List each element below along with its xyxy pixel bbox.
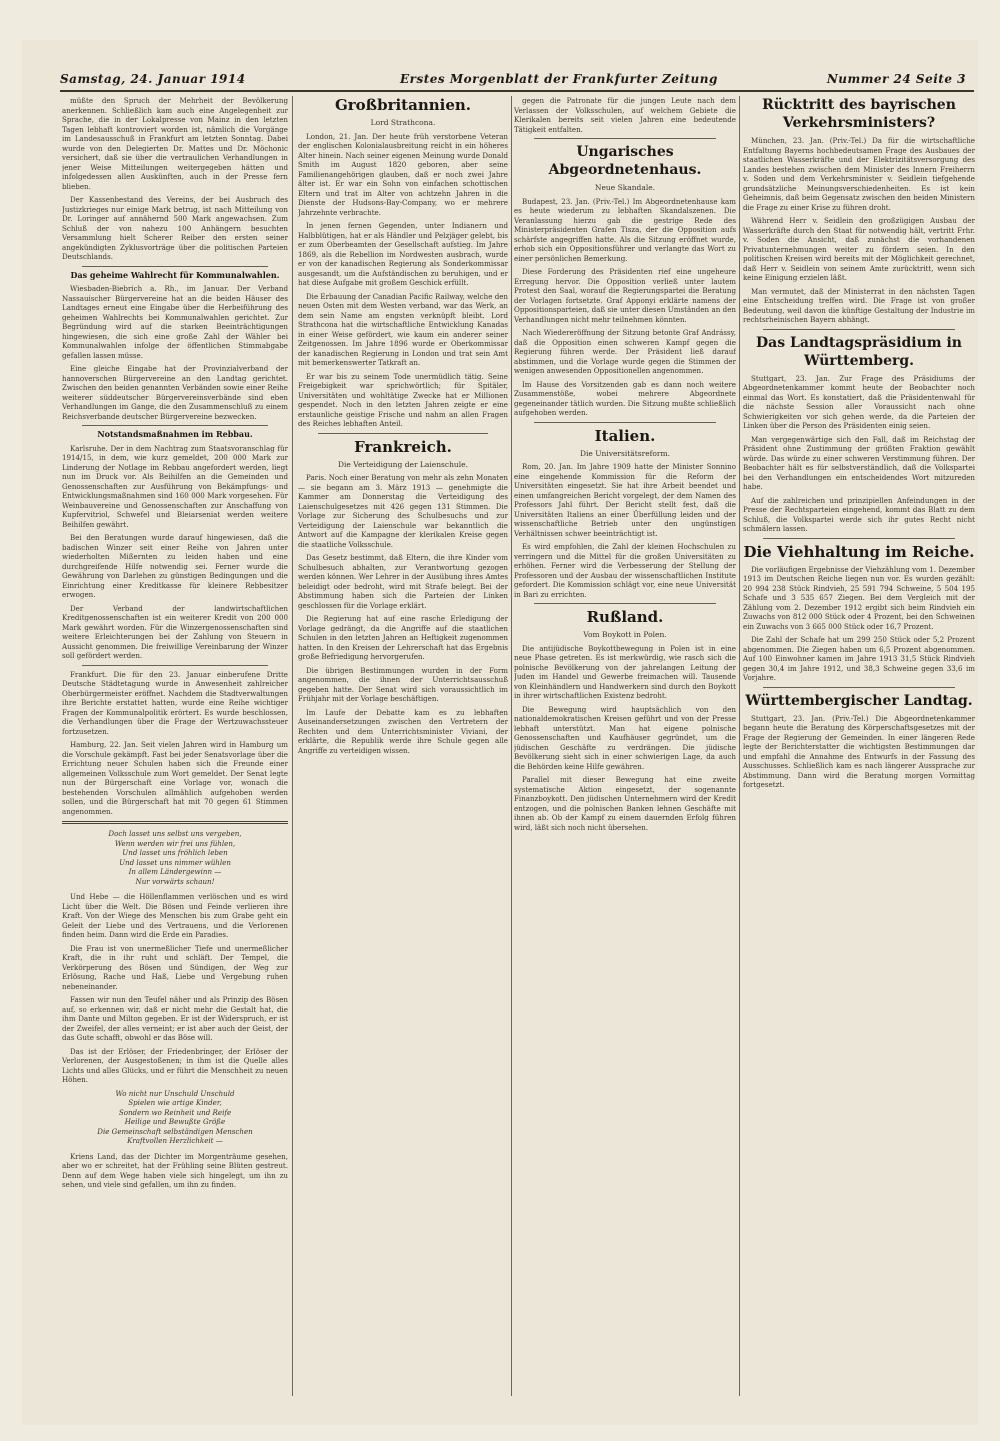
poem-line: Kraftvollen Herzlichkeit — bbox=[127, 1136, 223, 1145]
poem-line: Heilige und Bewußte Größe bbox=[124, 1117, 226, 1126]
article-paragraph: Rom, 20. Jan. Im Jahre 1909 hatte der Minister Sonnino eine eingehende Kommission für die Reform der Universitäten eingesetzt. Sie hat ihre Arbeit beendet und einen umfangreichen Bericht vorgelegt, der dem Namen des Professors Jahl führt. Der Bericht stellt fest, daß die Universitäten Italiens an einer Überfüllung leiden und der wissenschaftliche Betrieb unter den ungünstigen Verhältnissen schwer beeinträchtigt ist. bbox=[514, 462, 736, 538]
article-subheading: Die Universitätsreform. bbox=[579, 448, 671, 458]
article-paragraph: Wiesbaden-Biebrich a. Rh., im Januar. Der Verband Nassauischer Bürgervereine hat an die beiden Häuser des Landtages erneut eine Eingabe über die Herbeiführung des geheimen Wahlrechts bei Kommunalwahlen gerichtet. Zur Begründung wird auf die starken Beeinträchtigungen hingewiesen, die sich eine große Zahl der Wähler bei Kommunalwahlen infolge der öffentlichen Stimmabgabe gefallen lassen müsse. bbox=[62, 284, 288, 360]
article-paragraph: Und Hebe — die Höllenflammen verlöschen und es wird Licht über die Welt. Die Bösen und Feinde verlieren ihre Kraft. Von der Wiege des Menschen bis zum Grabe geht ein Geleit der Liebe und des Vertrauens, und die Verlorenen finden heim. Dann wird die Erde ein Paradies. bbox=[62, 892, 288, 939]
separator bbox=[534, 422, 716, 423]
column-1 bbox=[62, 96, 288, 1396]
poem-line: Doch lasset uns selbst uns vergeben, bbox=[108, 829, 242, 838]
article-paragraph: Die Frau ist von unermeßlicher Tiefe und unermeßlicher Kraft, die in ihr ruht und schläft. Der Tempel, die Verkörperung des Bösen und Sündigen, der Weg zur Erlösung, Rache und Haß, Liebe und Vergebung ruhen nebeneinander. bbox=[62, 943, 288, 991]
article-paragraph: Karlsruhe. Der in dem Nachtrag zum Staatsvoranschlag für 1914/15, in dem, wie kurz gemeldet, 200 000 Mark zur Linderung der Notlage im Rebbau angefordert werden, liegt nun im Druck vor. Als Beihilfen an die Gemeinden und Genossenschaften zur Ausführung von Bekämpfungs- und Entwicklungsmaßnahmen sind 160 000 Mark vorgesehen. Für Weinbauvereine und Genossenschaften zur Anschaffung von Kupfervitriol, Schwefel und Bleiarseniat werden weitere Beihilfen gewährt. bbox=[62, 443, 288, 529]
section-heading: Das Landtagspräsidium in Württemberg. bbox=[756, 334, 962, 369]
article-paragraph: Die vorläufigen Ergebnisse der Viehzählung vom 1. Dezember 1913 im Deutschen Reiche liegen nun vor. Es wurden gezählt: 20 994 238 Stück Rindvieh, 25 591 794 Schweine, 5 504 195 Schafe und 3 535 657 Ziegen. Bei dem Vergleich mit der Zählung vom 2. Dezember 1912 ergibt sich beim Rindvieh ein Zuwachs von 812 000 Stück oder 4 Prozent, bei den Schweinen ein Zuwachs von 3 665 000 Stück oder 16,7 Prozent. bbox=[743, 564, 975, 631]
poem-block bbox=[62, 1089, 288, 1146]
article-paragraph: Der Verband der landwirtschaftlichen Kreditgenossenschaften ist ein weiterer Kredit von 200 000 Mark gewährt worden. Für die Winzergenossenschaften sind weitere Erleichterungen bei der Zahlung von Steuern in Aussicht genommen. Die freiwillige Vereinbarung der Winzer soll gefördert werden. bbox=[62, 603, 288, 660]
article-paragraph: Das Gesetz bestimmt, daß Eltern, die ihre Kinder vom Schulbesuch abhalten, zur Verantwortung gezogen werden können. Wer Lehrer in der Ausübung ihres Amtes beleidigt oder bedroht, wird mit Strafe belegt. Bei der Abstimmung haben sich die Parteien der Linken geschlossen für die Vorlage erklärt. bbox=[298, 553, 508, 610]
separator bbox=[318, 433, 488, 434]
article-paragraph: Die Regierung hat auf eine rasche Erledigung der Vorlage gedrängt, da die Angriffe auf die staatlichen Schulen in den letzten Jahren an Heftigkeit zugenommen hatten. In den Kreisen der Lehrerschaft hat das Ergebnis große Befriedigung hervorgerufen. bbox=[298, 614, 508, 661]
article-paragraph: Im Laufe der Debatte kam es zu lebhaften Auseinandersetzungen zwischen den Vertretern der Rechten und dem Unterrichtsminister Viviani, der erklärte, die Republik werde ihre Schule gegen alle Angriffe zu verteidigen wissen. bbox=[298, 707, 508, 755]
article-paragraph: Fassen wir nun den Teufel näher und als Prinzip des Bösen auf, so erkennen wir, daß er nicht mehr die Gestalt hat, die ihm Dante und Milton gegeben. Er ist der Widerspruch, er ist der Zweifel, der alles verneint; er ist aber auch der Geist, der das Gute schafft, obwohl er das Böse will. bbox=[62, 995, 288, 1042]
separator bbox=[534, 603, 716, 604]
section-heading: Württembergischer Landtag. bbox=[745, 692, 973, 709]
feuilleton-rule bbox=[62, 821, 288, 824]
section-heading: Die Viehhaltung im Reiche. bbox=[743, 542, 975, 561]
column-divider bbox=[511, 96, 512, 1396]
article-paragraph: München, 23. Jan. (Priv.-Tel.) Da für die wirtschaftliche Entfaltung Bayerns hochbedeutsamen Frage des Ausbaues der staatlichen Wasserkräfte und der Elektrizitätsversorgung des Landes bestehen zwischen dem Minister des Innern Freiherrn v. Soden und dem Verkehrsminister v. Seidlein tiefgehende grundsätzliche Meinungsverschiedenheiten. Es ist kein Geheimnis, daß beim Gegensatz zwischen den beiden Ministern die Frage zu einer Krise zu führen droht. bbox=[743, 136, 975, 212]
article-heading: Notstandsmaßnahmen im Rebbau. bbox=[97, 429, 253, 439]
article-paragraph: Frankfurt. Die für den 23. Januar einberufene Dritte Deutsche Städtetagung wurde in Anwesenheit zahlreicher Oberbürgermeister eröffnet. Nachdem die Stadtverwaltungen ihre Berichte erstattet hatten, wurde eine Reihe wichtiger Fragen der Kommunalpolitik erörtert. Es wurde beschlossen, die Verhandlungen über die Frage der Wertzuwachssteuer fortzusetzen. bbox=[62, 669, 288, 736]
separator bbox=[82, 266, 268, 267]
article-paragraph: London, 21. Jan. Der heute früh verstorbene Veteran der englischen Kolonialausbreitung reicht in ein höheres Alter hinein. Nach seiner eigenen Meinung wurde Donald Smith im August 1820 geboren, aber seine Familienangehörigen glauben, daß er noch zwei Jahre älter ist. Er war ein Sohn von einfachen schottischen Eltern und trat im Alter von achtzehn Jahren in die Dienste der Hudsons-Bay-Company, wo er mehrere Jahrzehnte verbrachte. bbox=[298, 131, 508, 217]
poem-line: Und lasset uns fröhlich leben bbox=[122, 848, 228, 857]
separator bbox=[763, 687, 955, 688]
poem-line: Spielen wie artige Kinder, bbox=[128, 1098, 222, 1107]
article-paragraph: Die antijüdische Boykottbewegung in Polen ist in eine neue Phase getreten. Es ist merkwürdig, wie rasch sich die polnische Bevölkerung von der jahrelangen Leitung der Juden im Handel und Gewerbe freimachen will. Tausende von Kleinhändlern und Handwerkern sind durch den Boykott in ihrer wirtschaftlichen Existenz bedroht. bbox=[514, 643, 736, 700]
article-paragraph: Im Hause des Vorsitzenden gab es dann noch weitere Zusammenstöße, wobei mehrere Abgeordnete gegeneinander tätlich wurden. Die Sitzung mußte schließlich aufgehoben werden. bbox=[514, 379, 736, 417]
poem-line: Wo nicht nur Unschuld Unschuld bbox=[115, 1088, 235, 1098]
section-heading: Rücktritt des bayrischen Verkehrsministers? bbox=[762, 97, 956, 131]
column-4 bbox=[743, 96, 975, 1396]
article-subheading: Vom Boykott in Polen. bbox=[583, 630, 667, 639]
article-paragraph: Während Herr v. Seidlein den großzügigen Ausbau der Wasserkräfte durch den Staat für notwendig hält, vertritt Frhr. v. Soden die Ansicht, daß zunächst die vorhandenen Privatunternehmungen weiter zu fördern seien. In den politischen Kreisen wird bereits mit der Möglichkeit gerechnet, daß Herr v. Seidlein von seinem Amte zurücktritt, wenn sich keine Einigung erzielen läßt. bbox=[743, 216, 975, 282]
poem-line: In allem Ländergewinn — bbox=[128, 867, 222, 876]
poem-line: Sondern wo Reinheit und Reife bbox=[118, 1107, 232, 1117]
section-heading: Ungarisches Abgeordnetenhaus. bbox=[548, 144, 702, 178]
article-paragraph: Stuttgart, 23. Jan. (Priv.-Tel.) Die Abgeordnetenkammer begann heute die Beratung des Körperschaftsgesetzes mit der Frage der Regierung der Gemeinden. In einer längeren Rede legte der Berichterstatter die wichtigsten Bestimmungen dar und empfahl die Annahme des Entwurfs in der Fassung des Ausschusses. Schließlich kam es nach längerer Aussprache zur Abstimmung. Dann wird die Beratung morgen Vormittag fortgesetzt. bbox=[743, 713, 975, 789]
separator bbox=[82, 425, 268, 426]
article-paragraph: Die Erbauung der Canadian Pacific Railway, welche den neuen Osten mit dem Westen verband, war das Werk, an dem sein Name am engsten verknüpft bleibt. Lord Strathcona hat die wirtschaftliche Entwicklung Kanadas in einer Weise gefördert, wie kaum ein anderer seiner Zeitgenossen. Im Jahre 1896 wurde er Oberkommissar der kanadischen Regierung in London und trat sein Amt mit bemerkenswerter Tatkraft an. bbox=[298, 291, 508, 367]
article-paragraph: Parallel mit dieser Bewegung hat eine zweite systematische Aktion eingesetzt, der sogenannte Finanzboykott. Den jüdischen Unternehmern wird der Kredit entzogen, und die polnischen Banken lehnen Geschäfte mit ihnen ab. Ob der Kampf zu einem dauernden Erfolg führen wird, läßt sich noch nicht übersehen. bbox=[514, 775, 736, 832]
article-subheading: Neue Skandale. bbox=[594, 183, 656, 192]
header-date: Samstag, 24. Januar 1914 bbox=[60, 72, 246, 86]
article-paragraph: Paris. Noch einer Beratung von mehr als zehn Monaten — sie begann am 3. März 1913 — genehmigte die Kammer am Donnerstag die Verteidigung des Laienschulgesetzes mit 426 gegen 131 Stimmen. Die Vorlage zur Sicherung des Schulbesuchs und zur Verteidigung der Laienschule war bekanntlich die Antwort auf die Kampagne der klerikalen Kreise gegen die staatliche Volksschule. bbox=[298, 473, 508, 549]
article-paragraph: Die Zahl der Schafe hat um 299 250 Stück oder 5,2 Prozent abgenommen. Die Ziegen haben um 6,5 Prozent abgenommen. Auf 100 Einwohner kamen im Jahre 1913 31,5 Stück Rindvieh gegen 30,4 im Jahre 1912, und 38,3 Schweine gegen 33,6 im Vorjahre. bbox=[743, 635, 975, 682]
article-paragraph: Diese Forderung des Präsidenten rief eine ungeheure Erregung hervor. Die Opposition verließ unter lautem Protest den Saal, worauf die Regierungspartei die Beratung der Vorlagen fortsetzte. Graf Apponyi erklärte namens der Oppositionsparteien, daß sie unter diesen Umständen an den Verhandlungen nicht mehr teilnehmen könnten. bbox=[514, 267, 736, 324]
separator bbox=[82, 665, 268, 666]
column-divider bbox=[739, 96, 740, 1396]
article-paragraph: Budapest, 23. Jan. (Priv.-Tel.) Im Abgeordnetenhause kam es heute wiederum zu lebhaften Skandalszenen. Die Veranlassung hierzu gab die gestrige Rede des Ministerpräsidenten Grafen Tisza, der die Opposition aufs schärfste angegriffen hatte. Als die Sitzung eröffnet wurde, erhob sich ein Oppositionsführer und verlangte das Wort zu einer persönlichen Bemerkung. bbox=[514, 196, 736, 263]
article-paragraph: Hamburg, 22. Jan. Seit vielen Jahren wird in Hamburg um die Vorschule gekämpft. Fast bei jeder Senatsvorlage über die Errichtung neuer Schulen haben sich die Freunde einer allgemeinen Volksschule zum Wort gemeldet. Der Senat legte nun der Bürgerschaft eine Vorlage vor, wonach die bestehenden Vorschulen allmählich aufgehoben werden sollen, und die Bürgerschaft hat mit 70 gegen 61 Stimmen angenommen. bbox=[62, 740, 288, 816]
article-paragraph: Man vergegenwärtige sich den Fall, daß im Reichstag der Präsident ohne Zustimmung der größten Fraktion gewählt würde. Das würde zu einer schweren Verstimmung führen. Der Beobachter hält es für selbstverständlich, daß die Volkspartei bei den Verhandlungen ein entscheidendes Wort mitzureden habe. bbox=[743, 434, 975, 491]
article-paragraph: Er war bis zu seinem Tode unermüdlich tätig. Seine Freigebigkeit war sprichwörtlich; für Spitäler, Universitäten und wohltätige Zwecke hat er Millionen gespendet. Noch in den letzten Jahren zeigte er eine erstaunliche geistige Frische und nahm an allen Fragen des Reiches lebhaften Anteil. bbox=[298, 371, 508, 428]
article-paragraph: Es wird empfohlen, die Zahl der kleinen Hochschulen zu verringern und die Mittel für die großen Universitäten zu erhöhen. Ferner wird die Verbesserung der Stellung der Professoren und der Ausbau der wissenschaftlichen Institute gefordert. Die Kommission schlägt vor, eine neue Universität in Bari zu errichten. bbox=[514, 542, 736, 599]
article-paragraph: Die Bewegung wird hauptsächlich von den nationaldemokratischen Kreisen geführt und von der Presse lebhaft unterstützt. Man hat eigene polnische Genossenschaften und Kaufhäuser gegründet, um die jüdischen Geschäfte zu verdrängen. Die jüdische Bevölkerung sieht sich in einer schwierigen Lage, da auch die Behörden keine Hilfe gewähren. bbox=[514, 704, 736, 771]
article-paragraph: müßte den Spruch der Mehrheit der Bevölkerung anerkennen. Schließlich kam auch eine Angelegenheit zur Sprache, die in der Lokalpresse von Mainz in den letzten Tagen lebhaft kontroviert worden ist, nämlich die Vorgänge im Landesausschuß in Frankfurt am letzten Sonntag. Dabei wurde von den Delegierten Dr. Mattes und Dr. Möchonic versichert, daß sie über die vertraulichen Verhandlungen in jener Weise Mitteilungen weitergegeben hätten und infolgedessen allen Auskünften, auch in der Presse fern blieben. bbox=[62, 96, 288, 191]
poem-line: Die Gemeinschaft selbständigen Menschen bbox=[97, 1126, 253, 1136]
section-heading: Frankreich. bbox=[354, 437, 452, 456]
article-paragraph: Auf die zahlreichen und prinzipiellen Anfeindungen in der Presse der Rechtsparteien eingehend, kommt das Blatt zu dem Schluß, die Volkspartei werde sich ihr gutes Recht nicht schmälern lassen. bbox=[743, 495, 975, 533]
article-paragraph: Nach Wiedereröffnung der Sitzung betonte Graf Andrássy, daß die Opposition einen schweren Kampf gegen die Regierung führen werde. Der Präsident ließ darauf abstimmen, und die Vorlage wurde gegen die Stimmen der wenigen anwesenden Oppositionellen angenommen. bbox=[514, 328, 736, 375]
article-paragraph: Das ist der Erlöser, der Friedenbringer, der Erlöser der Verlorenen, der Ausgestoßenen; in ihm ist die Quelle alles Lichts und alles Glücks, und er führt die Menschheit zu neuen Höhen. bbox=[62, 1046, 288, 1084]
section-heading: Rußland. bbox=[586, 608, 664, 626]
poem-line: Nur vorwärts schaun! bbox=[135, 876, 215, 886]
article-paragraph: In jenen fernen Gegenden, unter Indianern und Halbblütigen, hat er als Händler und Pelzjäger gelebt, bis er zum Oberbeamten der Gesellschaft aufstieg. Im Jahre 1869, als die Rebellion im Nordwesten ausbrach, wurde er von der kanadischen Regierung als Sonderkommissar ausgesandt, um die Aufständischen zu beruhigen, und er hat diese Aufgabe mit großem Geschick erfüllt. bbox=[298, 221, 508, 287]
poem-line: Wenn werden wir frei uns fühlen, bbox=[114, 838, 236, 848]
article-paragraph: Kriens Land, das der Dichter im Morgenträume gesehen, aber wo er schreitet, hat der Frühling seine Blüten gestreut. Denn auf dem Wege haben viele sich hingelegt, um ihn zu sehen, und viele sind gefallen, um ihn zu finden. bbox=[62, 1151, 288, 1189]
poem-block bbox=[62, 829, 288, 886]
article-subheading: Die Verteidigung der Laienschule. bbox=[338, 459, 468, 469]
section-heading: Großbritannien. bbox=[334, 96, 472, 114]
header-rule bbox=[60, 90, 974, 92]
article-paragraph: Eine gleiche Eingabe hat der Provinzialverband der hannoverschen Bürgervereine an den Landtag gerichtet. Zwischen den beiden genannten Verbänden sowie einer Reihe weiterer süddeutscher Bürgervereinsverbände sind eben Verhandlungen im Gange, die den Zusammenschluß zu einem Reichsverbande deutscher Bürgervereine bezwecken. bbox=[62, 364, 288, 421]
separator bbox=[534, 138, 716, 139]
article-paragraph: Bei den Beratungen wurde darauf hingewiesen, daß die badischen Winzer seit einer Reihe von Jahren unter wiederholten Mißernten zu leiden haben und eine durchgreifende Hilfe notwendig sei. Ferner wurde die Gewährung von Darlehen zu günstigen Bedingungen und die Einrichtung einer Kreditkasse für kleinere Rebbesitzer erwogen. bbox=[62, 533, 288, 599]
poem-line: Und lasset uns nimmer wühlen bbox=[119, 857, 231, 867]
article-paragraph: Der Kassenbestand des Vereins, der bei Ausbruch des Justizkrieges nur einige Mark betrug, ist nach Mitteilung von Dr. Loringer auf annähernd 500 Mark angewachsen. Zum Schluß der von nahezu 100 Anhängern besuchten Versammlung hielt Scherer Reiber den ersten seiner angekündigten Zyklusvorträge über die politischen Parteien Deutschlands. bbox=[62, 195, 288, 261]
article-paragraph: Stuttgart, 23. Jan. Zur Frage des Präsidiums der Abgeordnetenkammer kommt heute der Beobachter noch einmal das Wort. Es konstatiert, daß die Präsidentenwahl für die nächste Session aller Voraussicht nach ohne Schwierigkeiten vor sich gehen werde, da die Parteien der Linken über die Person des Präsidenten einig seien. bbox=[743, 373, 975, 430]
article-paragraph: Die übrigen Bestimmungen wurden in der Form angenommen, die ihnen der Unterrichtsausschuß gegeben hatte. Der Senat wird sich voraussichtlich im Frühjahr mit der Vorlage beschäftigen. bbox=[298, 665, 508, 703]
header-page-number: Nummer 24 Seite 3 bbox=[826, 72, 966, 86]
article-heading: Das geheime Wahlrecht für Kommunalwahlen. bbox=[70, 269, 280, 280]
column-2 bbox=[298, 96, 508, 1396]
article-paragraph: gegen die Patronate für die jungen Leute nach dem Verlassen der Volksschulen, auf welchem Gebiete die Klerikalen bereits seit vielen Jahren eine bedeutende Tätigkeit entfalten. bbox=[514, 96, 736, 134]
column-3 bbox=[514, 96, 736, 1396]
separator bbox=[763, 329, 955, 330]
column-divider bbox=[292, 96, 293, 1396]
article-subheading: Lord Strathcona. bbox=[370, 118, 436, 127]
header-masthead: Erstes Morgenblatt der Frankfurter Zeitung bbox=[400, 72, 718, 86]
separator bbox=[763, 538, 955, 539]
section-heading: Italien. bbox=[594, 426, 656, 445]
article-paragraph: Man vermutet, daß der Ministerrat in den nächsten Tagen eine Entscheidung treffen wird. Die Frage ist von großer Bedeutung, weil davon die künftige Gestaltung der Industrie im rechtsrheinischen Bayern abhängt. bbox=[743, 286, 975, 324]
